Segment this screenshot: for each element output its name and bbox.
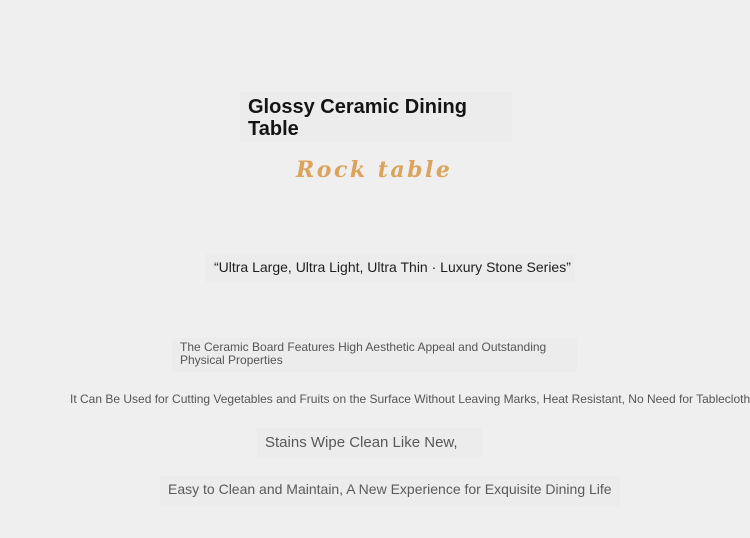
feature-stains-text: Stains Wipe Clean Like New, — [265, 434, 458, 451]
feature-aesthetic-text: The Ceramic Board Features High Aesthetic Appeal and Outstanding Physical Properties — [180, 340, 547, 367]
feature-usage-text: It Can Be Used for Cutting Vegetables and Fruits on the Surface Without Leaving Marks, Heat Resistant, No Need for Tablecloth — [70, 392, 750, 406]
feature-maintenance-text: Easy to Clean and Maintain, A New Experience for Exquisite Dining Life — [168, 481, 612, 497]
product-title: Glossy Ceramic Dining Table — [248, 96, 467, 140]
product-script-title: Rock table — [296, 157, 453, 183]
product-slogan: “Ultra Large, Ultra Light, Ultra Thin · Luxury Stone Series” — [214, 259, 571, 275]
